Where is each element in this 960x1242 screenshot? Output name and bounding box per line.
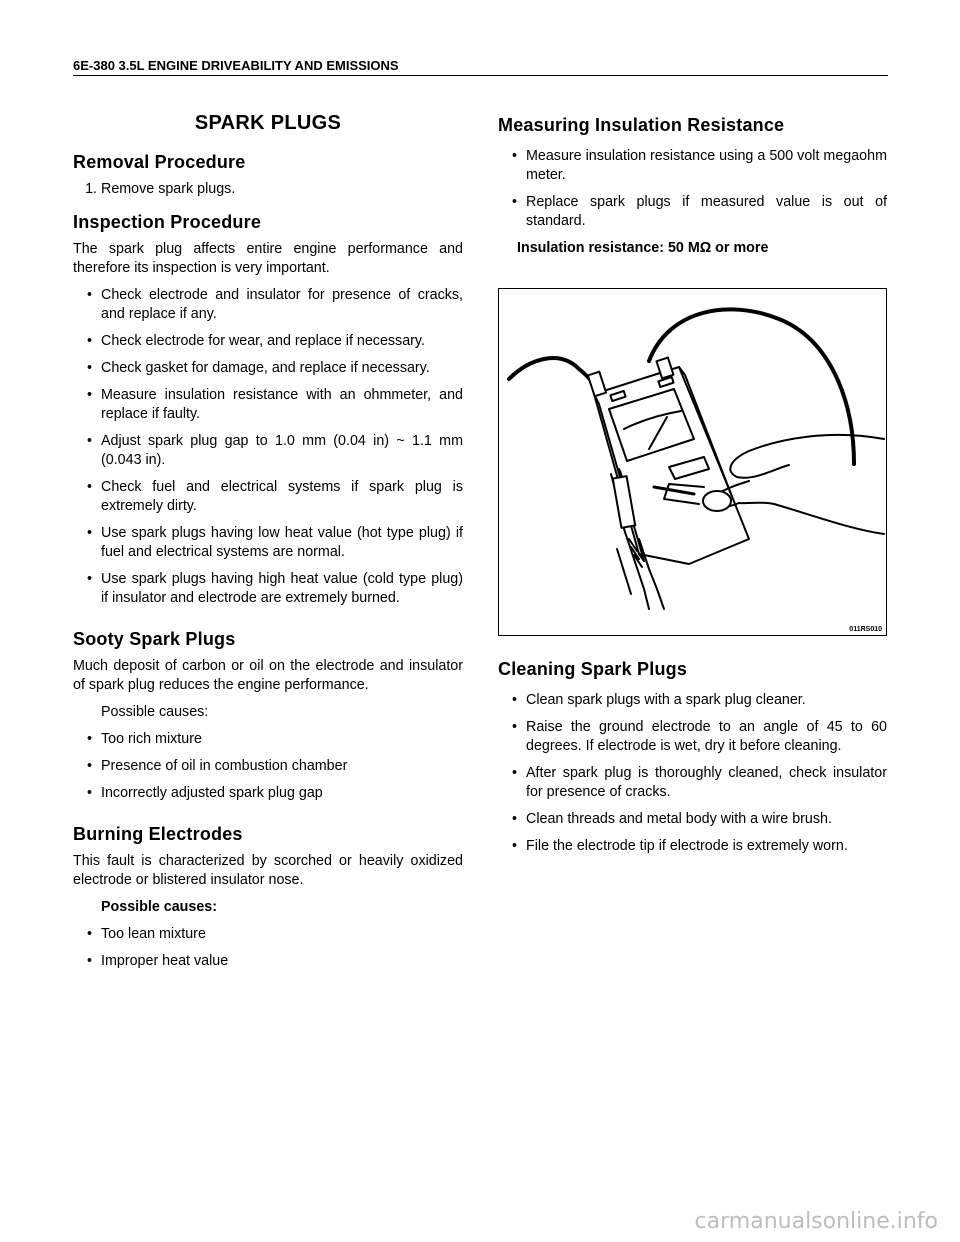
list-item: • Improper heat value: [73, 952, 463, 971]
list-item: • Measure insulation resistance with an ohmmeter, and replace if faulty.: [73, 386, 463, 424]
list-item: • Check electrode and insulator for presence of cracks, and replace if any.: [73, 286, 463, 324]
right-column-top: [498, 110, 887, 266]
section-title: SPARK PLUGS: [194, 112, 342, 134]
measuring-heading: Measuring Insulation Resistance: [498, 115, 785, 135]
list-item: • Clean spark plugs with a spark plug cleaner.: [498, 691, 887, 710]
watermark: carmanualsonline.info: [694, 1209, 938, 1234]
sooty-list: [73, 730, 463, 803]
list-item: • Replace spark plugs if measured value is out of standard.: [498, 193, 887, 231]
list-item: • Raise the ground electrode to an angle of 45 to 60 degrees. If electrode is wet, dry it before cleaning.: [498, 718, 887, 756]
burning-intro: This fault is characterized by scorched or heavily oxidized electrode or blistered insulator nose.: [73, 853, 463, 888]
list-item: • Clean threads and metal body with a wire brush.: [498, 810, 887, 829]
burning-list: [73, 925, 463, 971]
removal-steps: [73, 180, 463, 199]
list-item: • After spark plug is thoroughly cleaned, check insulator for presence of cracks.: [498, 764, 887, 802]
inspection-heading: Inspection Procedure: [73, 212, 262, 232]
megaohm-meter-figure: [498, 288, 887, 636]
sooty-heading: Sooty Spark Plugs: [73, 629, 236, 649]
insulation-spec: Insulation resistance: 50 MΩ or more: [517, 240, 769, 256]
right-column-bottom: [498, 660, 887, 864]
removal-step: 1. Remove spark plugs.: [101, 180, 463, 199]
inspection-intro: The spark plug affects entire engine performance and therefore its inspection is very important.: [73, 241, 463, 276]
cleaning-list: [498, 691, 887, 856]
list-item: • Incorrectly adjusted spark plug gap: [73, 784, 463, 803]
megaohm-meter-illustration: [499, 289, 886, 635]
list-item: • File the electrode tip if electrode is extremely worn.: [498, 837, 887, 856]
burning-heading: Burning Electrodes: [73, 824, 243, 844]
measuring-list: [498, 147, 887, 231]
list-item: • Check fuel and electrical systems if spark plug is extremely dirty.: [73, 478, 463, 516]
list-item: • Measure insulation resistance using a 500 volt megaohm meter.: [498, 147, 887, 185]
list-item: • Presence of oil in combustion chamber: [73, 757, 463, 776]
inspection-list: [73, 286, 463, 608]
page-header: 6E-380 3.5L ENGINE DRIVEABILITY AND EMISSIONS: [73, 58, 888, 76]
removal-heading: Removal Procedure: [73, 152, 246, 172]
list-item: • Adjust spark plug gap to 1.0 mm (0.04 in) ~ 1.1 mm (0.043 in).: [73, 432, 463, 470]
sooty-intro: Much deposit of carbon or oil on the electrode and insulator of spark plug reduces the engine performance.: [73, 658, 463, 693]
left-column: [73, 110, 463, 979]
list-item: • Check gasket for damage, and replace if necessary.: [73, 359, 463, 378]
list-item: • Check electrode for wear, and replace if necessary.: [73, 332, 463, 351]
list-item: • Use spark plugs having high heat value (cold type plug) if insulator and electrode are extremely burned.: [73, 570, 463, 608]
sooty-causes-label: Possible causes:: [101, 704, 209, 720]
list-item: • Too lean mixture: [73, 925, 463, 944]
list-item: • Use spark plugs having low heat value (hot type plug) if fuel and electrical systems are normal.: [73, 524, 463, 562]
list-item: • Too rich mixture: [73, 730, 463, 749]
cleaning-heading: Cleaning Spark Plugs: [498, 659, 688, 679]
figure-code: 011RS010: [849, 626, 882, 633]
burning-causes-label: Possible causes:: [101, 899, 218, 915]
